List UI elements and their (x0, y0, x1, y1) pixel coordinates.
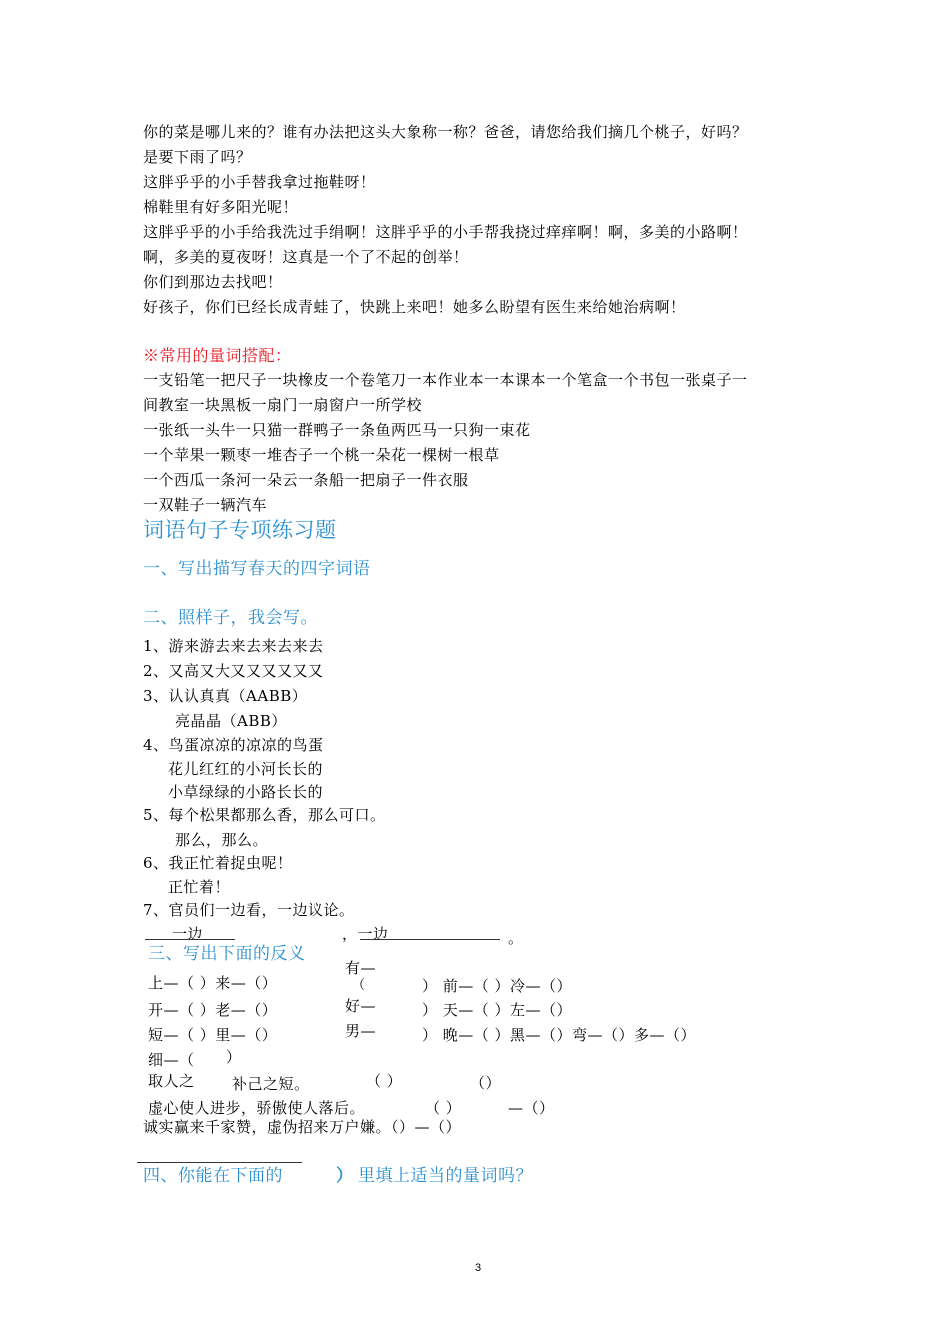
antonym-row: 开—（ ）老—（） (148, 1001, 278, 1019)
exercise-item: 小草绿绿的小路长长的 (168, 783, 324, 801)
answer-line (360, 939, 500, 940)
text-line: 好孩子，你们已经长成青蛙了，快跳上来吧！她多么盼望有医生来给她治病啊！ (143, 298, 686, 316)
exercise-item: ，一边 (342, 925, 389, 943)
antonym-row: ） 天—（ ）左—（） (422, 1001, 573, 1019)
measure-line: 间教室一块黑板一扇门一扇窗户一所学校 (143, 396, 423, 414)
section-heading: 四、你能在下面的 (143, 1166, 283, 1186)
antonym-row: 有— (345, 959, 377, 977)
exercise-item: 正忙着！ (168, 878, 231, 896)
measure-line: 一个苹果一颗枣一堆杏子一个桃一朵花一棵树一根草 (143, 446, 500, 464)
antonym-row: 细—（ (148, 1051, 195, 1069)
proverb-row: 补己之短。 (232, 1075, 310, 1093)
antonym-row: ） 晚—（ ）黑—（）弯—（）多—（） (422, 1026, 697, 1044)
antonym-row: 上—（ ）来—（） (148, 974, 278, 992)
exercise-item: 一边 (172, 925, 204, 943)
answer-line (145, 939, 235, 940)
section-heading: 一、写出描写春天的四字词语 (143, 559, 371, 579)
measure-line: 一支铅笔一把尺子一块橡皮一个卷笔刀一本作业本一本课本一个笔盒一个书包一张桌子一 (143, 371, 748, 389)
measure-line: 一张纸一头牛一只猫一群鸭子一条鱼两匹马一只狗一束花 (143, 421, 531, 439)
proverb-row: （ ） (425, 1099, 462, 1117)
antonym-row: （ (352, 978, 366, 993)
text-line: 啊，多美的夏夜呀！这真是一个了不起的创举！ (143, 248, 469, 266)
proverb-row: 诚实赢来千家赞，虚伪招来万户嫌。（）—（） (143, 1118, 462, 1136)
section-heading: 里填上适当的量词吗？ (358, 1166, 533, 1186)
text-line: 这胖乎乎的小手替我拿过拖鞋呀！ (143, 173, 376, 191)
exercise-item: 5、每个松果都那么香，那么可口。 (143, 806, 386, 824)
exercise-item: 那么，那么。 (175, 831, 269, 849)
exercise-item: 7、官员们一边看，一边议论。 (143, 901, 355, 919)
proverb-row: —（） (508, 1099, 555, 1117)
section-heading: 二、照样子，我会写。 (143, 608, 318, 628)
text-line: 是要下雨了吗？ (143, 148, 252, 166)
exercise-item: 6、我正忙着捉虫呢！ (143, 854, 293, 872)
text-line: 你的菜是哪儿来的？谁有办法把这头大象称一称？爸爸，请您给我们摘几个桃子，好吗？ (143, 123, 748, 141)
section-heading: 三、写出下面的反义 (148, 944, 306, 964)
text-line: 你们到那边去找吧！ (143, 273, 283, 291)
exercise-item: 。 (508, 929, 524, 947)
antonym-row: 好— (345, 997, 377, 1015)
exercise-item: 4、鸟蛋凉凉的凉凉的鸟蛋 (143, 736, 324, 754)
exercise-item: 3、认认真真（AABB） (143, 687, 308, 705)
exercise-item: 亮晶晶（ABB） (175, 712, 287, 730)
proverb-row: （） (470, 1074, 502, 1092)
section-heading: ） (336, 1166, 354, 1186)
answer-line (137, 1162, 302, 1163)
page-number: 3 (475, 1262, 482, 1274)
exercise-item: 花儿红红的小河长长的 (168, 760, 324, 778)
proverb-row: （ ） (366, 1072, 403, 1090)
page-title: 词语句子专项练习题 (143, 518, 337, 542)
exercise-item: 2、又高又大又又又又又又 (143, 662, 324, 680)
exercise-item: 1、游来游去来去来去来去 (143, 637, 324, 655)
text-line: 这胖乎乎的小手给我洗过手绢啊！这胖乎乎的小手帮我挠过痒痒啊！啊，多美的小路啊！ (143, 223, 748, 241)
proverb-row: 虚心使人进步，骄傲使人落后。 (148, 1099, 366, 1117)
proverb-row: 取人之 (148, 1072, 195, 1090)
measure-line: 一双鞋子一辆汽车 (143, 496, 268, 514)
measure-heading: ※常用的量词搭配： (143, 346, 292, 365)
antonym-row: ） (226, 1048, 242, 1066)
antonym-row: 短—（ ）里—（） (148, 1026, 278, 1044)
antonym-row: 男— (345, 1022, 377, 1040)
text-line: 棉鞋里有好多阳光呢！ (143, 198, 299, 216)
measure-line: 一个西瓜一条河一朵云一条船一把扇子一件衣服 (143, 471, 469, 489)
antonym-row: ） 前—（ ）冷—（） (422, 977, 573, 995)
